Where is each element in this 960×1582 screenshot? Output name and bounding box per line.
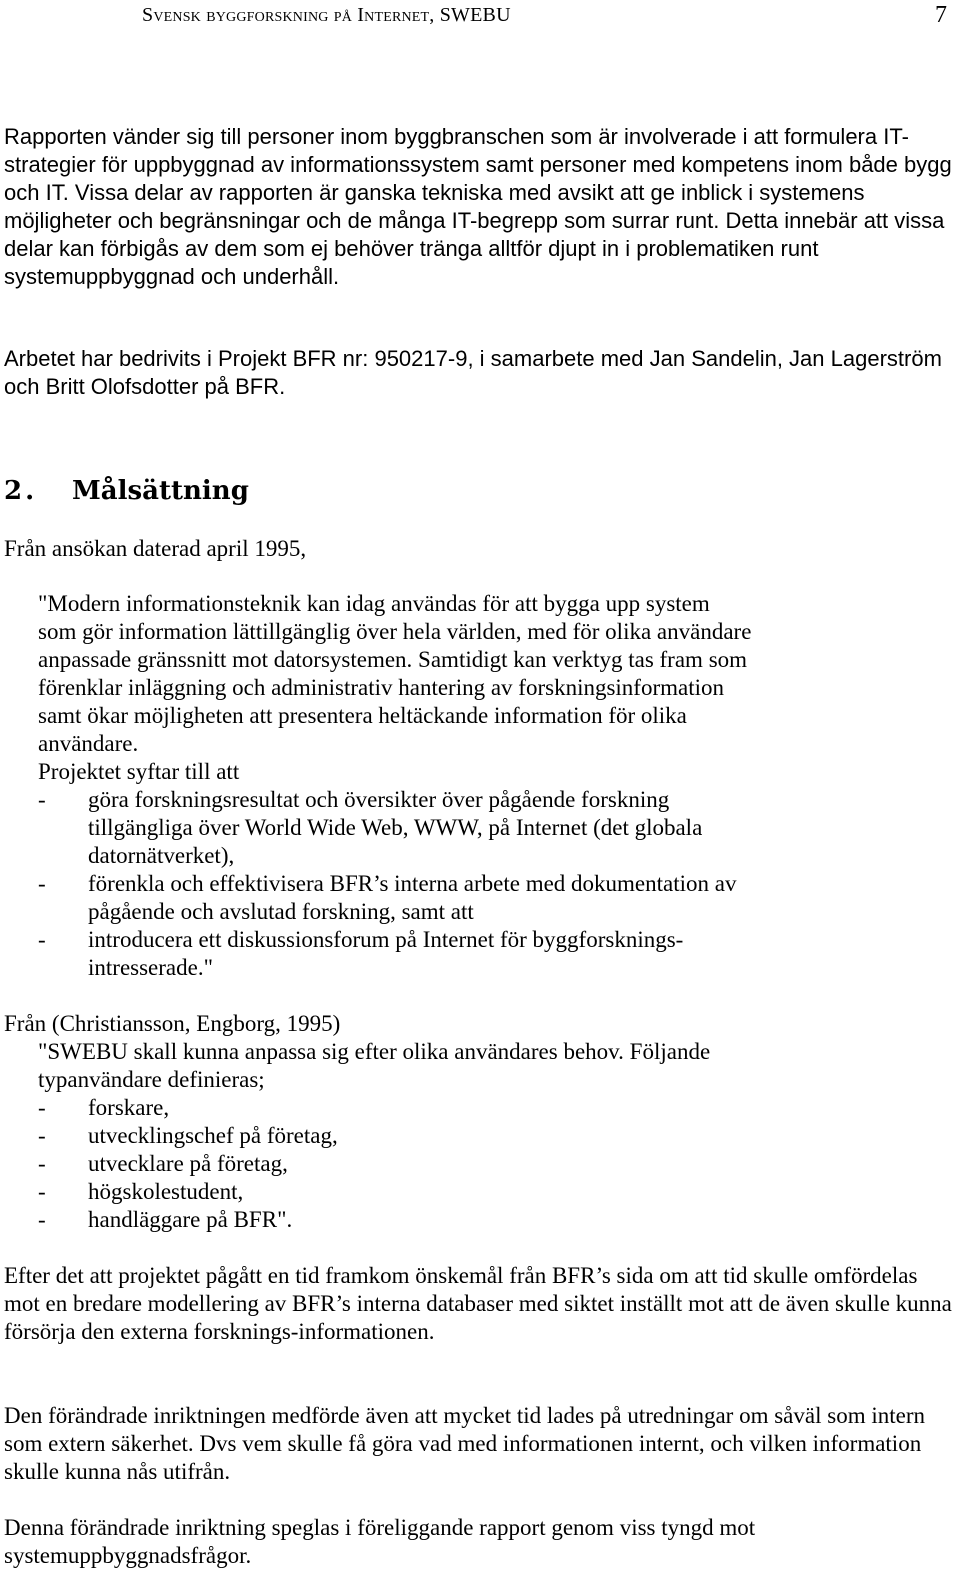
- dash-bullet: -: [38, 1179, 46, 1204]
- dash-bullet: -: [38, 1095, 46, 1120]
- user-type-item: [4, 1206, 954, 1234]
- goals-list: [4, 786, 954, 982]
- section-number: 2.: [4, 476, 38, 506]
- goal-line: förenkla och effektivisera BFR’s interna arbete med dokumentation av: [88, 871, 737, 896]
- user-type-item: [4, 1122, 954, 1150]
- user-type-label: högskolestudent,: [88, 1179, 244, 1204]
- goal-line: göra forskningsresultat och översikter över pågående forskning: [88, 787, 670, 812]
- quote-line: anpassade gränssnitt mot datorsystemen. Samtidigt kan verktyg tas fram som: [38, 647, 748, 672]
- body-paragraph-3: Efter det att projektet pågått en tid framkom önskemål från BFR’s sida om att tid skulle omfördelas mot en bredare modellering av BFR’s interna databaser med siktet inställt mot att de även skulle kunna försörja den externa forsknings-informationen.: [4, 1263, 952, 1344]
- running-header: Svensk byggforskning på Internet, SWEBU: [142, 4, 511, 26]
- user-type-label: utvecklare på företag,: [88, 1151, 288, 1176]
- user-type-item: [4, 1178, 954, 1206]
- quote-line: Projektet syftar till att: [38, 759, 240, 784]
- section-heading: [4, 475, 249, 507]
- goal-item: [4, 926, 954, 982]
- goal-line: tillgängliga över World Wide Web, WWW, på Internet (det globala: [88, 815, 703, 840]
- source-citation: Från (Christiansson, Engborg, 1995): [4, 1011, 341, 1036]
- user-types-list: [4, 1094, 954, 1234]
- intro-paragraph-2: Arbetet har bedrivits i Projekt BFR nr: 950217-9, i samarbete med Jan Sandelin, Jan Lagerström och Britt Olofsdotter på BFR.: [4, 346, 942, 399]
- intro-paragraph-1: Rapporten vänder sig till personer inom byggbranschen som är involverade i att formulera IT-strategier för uppbyggnad av informationssystem samt personer med kompetens inom både bygg och IT. Vissa delar av rapporten är ganska tekniska med avsikt att ge inblick i systemens möjligheter och begränsningar och de många IT-begrepp som surrar runt. Detta innebär att vissa delar kan förbigås av dem som ej behöver tränga alltför djupt in i problematiken runt systemuppbyggnad och underhåll.: [4, 124, 952, 289]
- user-type-label: utvecklingschef på företag,: [88, 1123, 338, 1148]
- dash-bullet: -: [38, 1123, 46, 1148]
- user-type-label: forskare,: [88, 1095, 170, 1120]
- body-paragraph-4: Den förändrade inriktningen medförde även att mycket tid lades på utredningar om såväl som intern som extern säkerhet. Dvs vem skulle få göra vad med informationen internt, och vilken information skulle kunna nås utifrån.: [4, 1403, 925, 1484]
- dash-bullet: -: [38, 871, 46, 896]
- body-paragraph-5: Denna förändrade inriktning speglas i föreliggande rapport genom viss tyngd mot systemuppbyggnadsfrågor.: [4, 1515, 756, 1568]
- dash-bullet: -: [38, 787, 46, 812]
- quote-block-2: [4, 1038, 960, 1094]
- quote-line: "SWEBU skall kunna anpassa sig efter olika användares behov. Följande: [38, 1039, 711, 1064]
- user-type-label: handläggare på BFR".: [88, 1207, 293, 1232]
- quote-line: användare.: [38, 731, 139, 756]
- quote-line: typanvändare definieras;: [38, 1067, 265, 1092]
- goal-item: [4, 786, 954, 870]
- goal-line: introducera ett diskussionsforum på Internet för byggforsknings-: [88, 927, 684, 952]
- quote-line: förenklar inläggning och administrativ hantering av forskningsinformation: [38, 675, 725, 700]
- quote-line: som gör information lättillgänglig över hela världen, med för olika användare: [38, 619, 752, 644]
- quote-block-1: [4, 590, 960, 786]
- user-type-item: [4, 1150, 954, 1178]
- goal-line: intresserade.": [88, 955, 213, 980]
- page-number: 7: [935, 2, 947, 28]
- quote-line: samt ökar möjligheten att presentera heltäckande information för olika: [38, 703, 687, 728]
- goal-line: pågående och avslutad forskning, samt att: [88, 899, 474, 924]
- section-title: Målsättning: [72, 476, 249, 506]
- section-lead: Från ansökan daterad april 1995,: [4, 536, 307, 561]
- dash-bullet: -: [38, 1151, 46, 1176]
- user-type-item: [4, 1094, 954, 1122]
- dash-bullet: -: [38, 1207, 46, 1232]
- goal-line: datornätverket),: [88, 843, 235, 868]
- goal-item: [4, 870, 954, 926]
- quote-line: "Modern informationsteknik kan idag användas för att bygga upp system: [38, 591, 710, 616]
- dash-bullet: -: [38, 927, 46, 952]
